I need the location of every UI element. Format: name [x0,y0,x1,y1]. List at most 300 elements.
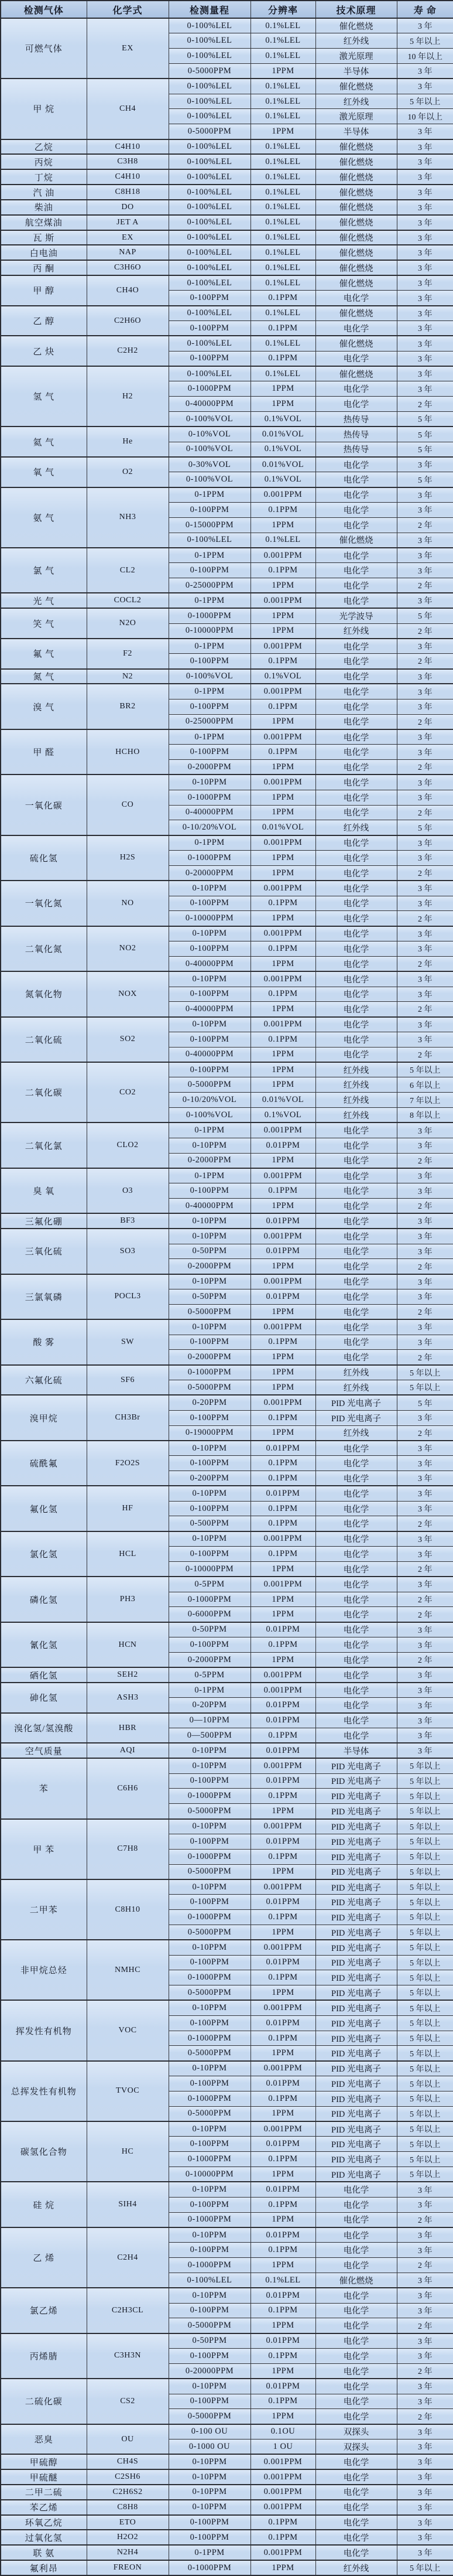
table-row [1,1622,453,1637]
table-row [1,427,453,442]
principle-cell: 红外线 [315,820,397,835]
gas-name-cell: 硒化氢 [1,1667,87,1683]
formula-cell: ASH3 [87,1683,169,1713]
table-row [1,260,453,275]
formula-cell: He [87,427,169,457]
life-cell: 3 年 [397,548,453,563]
table-row [1,729,453,745]
formula-cell: F2O2S [87,1441,169,1486]
resolution-cell: 1PPM [250,1607,315,1622]
table-row [1,2515,453,2530]
life-cell: 5 年以上 [397,1970,453,1985]
principle-cell: 催化燃烧 [315,139,397,155]
principle-cell: PID 光电离子 [315,1773,397,1789]
life-cell: 5 年 [397,1395,453,1410]
resolution-cell: 0.01PPM [250,1713,315,1728]
range-cell: 0-10PPM [169,2061,250,2076]
formula-cell: CH4O [87,275,169,306]
gas-name-cell: 氟化氢 [1,1486,87,1531]
principle-cell: 电化学 [315,1213,397,1229]
table-row [1,2545,453,2560]
principle-cell: 双探头 [315,2424,397,2439]
table-row [1,639,453,654]
table-row [1,457,453,472]
life-cell: 5 年以上 [397,1758,453,1773]
principle-cell: 电化学 [315,729,397,745]
life-cell: 3 年 [397,639,453,654]
principle-cell: 电化学 [315,2530,397,2545]
range-cell: 0-100%LEL [169,139,250,155]
resolution-cell: 1PPM [250,1365,315,1380]
principle-cell: 电化学 [315,2288,397,2303]
gas-name-cell: 二氧化碳 [1,1062,87,1122]
principle-cell: 电化学 [315,2318,397,2333]
range-cell: 0-100PPM [169,2197,250,2212]
principle-cell: PID 光电离子 [315,2121,397,2137]
range-cell: 0-10PPM [169,926,250,941]
formula-cell: C2SH6 [87,2469,169,2485]
formula-cell: NO [87,881,169,926]
gas-name-cell: 乙 炔 [1,336,87,366]
life-cell: 5 年以上 [397,2121,453,2137]
life-cell: 3 年 [397,215,453,230]
principle-cell: 电化学 [315,639,397,654]
life-cell: 3 年 [397,1213,453,1229]
range-cell: 0-10PPM [169,1819,250,1834]
table-row [1,336,453,351]
resolution-cell: 1PPM [250,608,315,623]
life-cell: 3 年 [397,896,453,911]
principle-cell: 电化学 [315,1547,397,1562]
life-cell: 3 年 [397,563,453,578]
resolution-cell: 0.001PPM [250,1577,315,1592]
range-cell: 0-20PPM [169,1395,250,1410]
resolution-cell: 0.001PPM [250,639,315,654]
resolution-cell: 0.01PPM [250,2227,315,2243]
header-gas: 检测气体 [1,1,87,18]
table-row [1,1062,453,1077]
resolution-cell: 0.1PPM [250,1970,315,1985]
resolution-cell: 0.001PPM [250,1395,315,1410]
life-cell: 5 年以上 [397,1834,453,1849]
life-cell: 3 年 [397,1471,453,1486]
life-cell: 3 年 [397,1637,453,1653]
formula-cell: CH3Br [87,1395,169,1440]
range-cell: 0-40000PPM [169,956,250,971]
life-cell: 3 年 [397,835,453,851]
gas-name-cell: 氯 气 [1,548,87,593]
principle-cell: 电化学 [315,654,397,669]
gas-name-cell: 溴甲烷 [1,1395,87,1440]
range-cell: 0-100PPM [169,745,250,760]
gas-name-cell: 二氧化氮 [1,926,87,971]
principle-cell: 电化学 [315,1561,397,1577]
range-cell: 0-10PPM [169,881,250,896]
life-cell: 2 年 [397,760,453,775]
principle-cell: 电化学 [315,593,397,608]
table-row [1,1531,453,1547]
formula-cell: CO2 [87,1062,169,1122]
life-cell: 3 年 [397,381,453,397]
life-cell: 3 年 [397,2545,453,2560]
principle-cell: 电化学 [315,896,397,911]
formula-cell: EX [87,230,169,245]
table-row [1,1486,453,1501]
gas-name-cell: 碳氢化合物 [1,2121,87,2182]
life-cell: 3 年 [397,1728,453,1744]
resolution-cell: 1PPM [250,517,315,533]
principle-cell: 电化学 [315,2363,397,2379]
table-row [1,245,453,260]
life-cell: 5 年以上 [397,1380,453,1396]
resolution-cell: 0.001PPM [250,1758,315,1773]
life-cell: 2 年 [397,1516,453,1531]
life-cell: 2 年 [397,865,453,881]
range-cell: 0-100PPM [169,896,250,911]
resolution-cell: 1PPM [250,2363,315,2379]
life-cell: 5 年以上 [397,1955,453,1970]
life-cell: 3 年 [397,154,453,169]
range-cell: 0-10PPM [169,2121,250,2137]
gas-name-cell: 丙烷 [1,154,87,169]
range-cell: 0-100%LEL [169,275,250,291]
life-cell: 3 年 [397,63,453,79]
life-cell: 2 年 [397,911,453,926]
gas-name-cell: 硫化氢 [1,835,87,881]
principle-cell: 电化学 [315,1683,397,1698]
resolution-cell: 0.01PPM [250,2076,315,2091]
principle-cell: 激光原理 [315,109,397,124]
principle-cell: 电化学 [315,1637,397,1653]
range-cell: 0-5000PPM [169,1380,250,1396]
life-cell: 3 年 [397,2530,453,2545]
gas-name-cell: 甲 苯 [1,1819,87,1879]
principle-cell: 电化学 [315,1319,397,1335]
life-cell: 3 年 [397,185,453,200]
principle-cell: 电化学 [315,2379,397,2394]
formula-cell: C4H10 [87,139,169,155]
gas-name-cell: 二甲二硫 [1,2485,87,2500]
principle-cell: 电化学 [315,487,397,503]
table-row [1,139,453,155]
range-cell: 0-100%LEL [169,185,250,200]
life-cell: 3 年 [397,321,453,336]
range-cell: 0-100%LEL [169,18,250,33]
formula-cell: CS2 [87,2379,169,2424]
range-cell: 0-1000PPM [169,2091,250,2106]
header-formula: 化学式 [87,1,169,18]
gas-name-cell: 航空煤油 [1,215,87,230]
range-cell: 0-100%LEL [169,245,250,260]
formula-cell: C7H8 [87,1819,169,1879]
gas-name-cell: 环氧乙烷 [1,2515,87,2530]
range-cell: 0-40000PPM [169,397,250,412]
resolution-cell: 1PPM [250,1804,315,1819]
principle-cell: 催化燃烧 [315,230,397,245]
table-row [1,1577,453,1592]
resolution-cell: 0.001PPM [250,881,315,896]
range-cell: 0-1PPM [169,548,250,563]
range-cell: 0-500PPM [169,1516,250,1531]
range-cell: 0-100PPM [169,1335,250,1350]
principle-cell: 电化学 [315,1516,397,1531]
life-cell: 2 年 [397,805,453,820]
table-row [1,2061,453,2076]
principle-cell: 电化学 [315,987,397,1002]
gas-name-cell: 氯乙烯 [1,2288,87,2333]
table-header [1,1,453,18]
principle-cell: 电化学 [315,881,397,896]
gas-name-cell: 三氯氧磷 [1,1274,87,1319]
table-row [1,230,453,245]
resolution-cell: 0.001PPM [250,1168,315,1183]
principle-cell: 电化学 [315,1017,397,1032]
resolution-cell: 1PPM [250,1592,315,1607]
principle-cell: PID 光电离子 [315,2137,397,2152]
resolution-cell: 1PPM [250,1062,315,1077]
life-cell: 2 年 [397,1561,453,1577]
principle-cell: 电化学 [315,941,397,957]
principle-cell: 电化学 [315,548,397,563]
principle-cell: 电化学 [315,1002,397,1017]
gas-name-cell: 硅 烷 [1,2182,87,2227]
principle-cell: 电化学 [315,1531,397,1547]
resolution-cell: 0.1%LEL [250,533,315,548]
principle-cell: 催化燃烧 [315,169,397,185]
resolution-cell: 0.1PPM [250,941,315,957]
life-cell: 3 年 [397,230,453,245]
gas-name-cell: 二甲苯 [1,1879,87,1940]
table-row [1,1229,453,1244]
range-cell: 0-10000PPM [169,911,250,926]
range-cell: 0-10PPM [169,1531,250,1547]
gas-name-cell: 苯乙烯 [1,2500,87,2515]
principle-cell: 电化学 [315,2182,397,2197]
gas-name-cell: 六氟化硫 [1,1365,87,1396]
gas-name-cell: 三氧化硫 [1,1229,87,1274]
range-cell: 0-25000PPM [169,578,250,593]
gas-name-cell: 总挥发性有机物 [1,2061,87,2121]
principle-cell: 半导体 [315,1743,397,1758]
principle-cell: 电化学 [315,1168,397,1183]
gas-name-cell: 氮 气 [1,669,87,684]
range-cell: 0-100PPM [169,563,250,578]
range-cell: 0-1PPM [169,1122,250,1138]
formula-cell: N2H4 [87,2545,169,2560]
range-cell: 0-100PPM [169,2303,250,2318]
range-cell: 0-10PPM [169,1879,250,1895]
gas-name-cell: 甲硫醇 [1,2454,87,2469]
principle-cell: 电化学 [315,517,397,533]
resolution-cell: 1PPM [250,1925,315,1940]
gas-name-cell: 丙烯腈 [1,2333,87,2379]
principle-cell: 催化燃烧 [315,260,397,275]
resolution-cell: 0.1PPM [250,2197,315,2212]
life-cell: 5 年以上 [397,2152,453,2167]
formula-cell: HF [87,1486,169,1531]
life-cell: 3 年 [397,1667,453,1683]
life-cell: 3 年 [397,593,453,608]
gas-name-cell: 氢 气 [1,366,87,427]
table-row [1,154,453,169]
resolution-cell: 0.001PPM [250,684,315,699]
life-cell: 3 年 [397,2243,453,2258]
resolution-cell: 0.1%LEL [250,139,315,155]
header-principle: 技术原理 [315,1,397,18]
gas-name-cell: 溴化氢/氢溴酸 [1,1713,87,1744]
principle-cell: 电化学 [315,1667,397,1683]
life-cell: 5 年以上 [397,1365,453,1380]
range-cell: 0-1000PPM [169,851,250,866]
range-cell: 0-40000PPM [169,1002,250,1017]
range-cell: 0-2000PPM [169,1652,250,1667]
life-cell: 3 年 [397,1683,453,1698]
resolution-cell: 0.01PPM [250,2015,315,2031]
resolution-cell: 1PPM [250,2106,315,2121]
gas-name-cell: 柴油 [1,200,87,215]
resolution-cell: 0.01%VOL [250,457,315,472]
life-cell: 5 年以上 [397,2167,453,2182]
resolution-cell: 0.01PPM [250,1213,315,1229]
principle-cell: 半导体 [315,63,397,79]
range-cell: 0-100%LEL [169,33,250,49]
resolution-cell: 0.1%VOL [250,412,315,427]
principle-cell: 电化学 [315,1138,397,1153]
range-cell: 0-100PPM [169,2243,250,2258]
table-row [1,2182,453,2197]
table-row [1,2379,453,2394]
life-cell: 2 年 [397,2409,453,2424]
life-cell: 3 年 [397,1289,453,1305]
table-row [1,275,453,291]
principle-cell: 电化学 [315,2197,397,2212]
resolution-cell: 1PPM [250,1350,315,1365]
range-cell: 0-100PPM [169,1955,250,1970]
resolution-cell: 0.1PPM [250,1516,315,1531]
range-cell: 0-10PPM [169,2500,250,2515]
range-cell: 0-5PPM [169,1577,250,1592]
range-cell: 0-1000PPM [169,2560,250,2575]
resolution-cell: 0.001PPM [250,926,315,941]
range-cell: 0-100%LEL [169,230,250,245]
principle-cell: 电化学 [315,1501,397,1516]
formula-cell: C2H4 [87,2227,169,2288]
header-resolution: 分辨率 [250,1,315,18]
range-cell: 0—10PPM [169,1713,250,1728]
resolution-cell: 0.1PPM [250,2530,315,2545]
resolution-cell: 0.1PPM [250,321,315,336]
life-cell: 3 年 [397,503,453,518]
life-cell: 2 年 [397,623,453,639]
table-row [1,684,453,699]
table-row [1,2121,453,2137]
resolution-cell: 0.1PPM [250,2394,315,2409]
range-cell: 0-1PPM [169,1683,250,1698]
range-cell: 0-10000PPM [169,2167,250,2182]
life-cell: 5 年以上 [397,1879,453,1895]
principle-cell: 电化学 [315,2545,397,2560]
principle-cell: 电化学 [315,2485,397,2500]
gas-name-cell: 瓦 斯 [1,230,87,245]
life-cell: 2 年 [397,1425,453,1441]
range-cell: 0-100PPM [169,654,250,669]
range-cell: 0-10PPM [169,2485,250,2500]
resolution-cell: 0.01%VOL [250,820,315,835]
principle-cell: PID 光电离子 [315,2046,397,2061]
range-cell: 0-10PPM [169,2227,250,2243]
formula-cell: DO [87,200,169,215]
principle-cell: PID 光电离子 [315,1864,397,1879]
resolution-cell: 0.1PPM [250,1910,315,1925]
gas-table-body [1,18,453,2575]
resolution-cell: 0.001PPM [250,487,315,503]
principle-cell: PID 光电离子 [315,2091,397,2106]
resolution-cell: 0.001PPM [250,1940,315,1955]
range-cell: 0-5000PPM [169,1925,250,1940]
range-cell: 0-10PPM [169,1229,250,1244]
range-cell: 0-5000PPM [169,124,250,139]
resolution-cell: 1PPM [250,1864,315,1879]
principle-cell: 电化学 [315,1577,397,1592]
range-cell: 0-1000PPM [169,2031,250,2046]
life-cell: 3 年 [397,533,453,548]
range-cell: 0-10PPM [169,971,250,987]
table-row [1,1017,453,1032]
gas-name-cell: 氟 气 [1,639,87,669]
table-row [1,669,453,684]
resolution-cell: 0.01PPM [250,2379,315,2394]
principle-cell: 电化学 [315,563,397,578]
resolution-cell: 0.1PPM [250,2152,315,2167]
range-cell: 0-100%LEL [169,49,250,64]
life-cell: 5 年以上 [397,2091,453,2106]
range-cell: 0-10PPM [169,774,250,790]
resolution-cell: 0.1PPM [250,1547,315,1562]
principle-cell: 红外线 [315,1365,397,1380]
gas-name-cell: 氧 气 [1,457,87,487]
table-row [1,2469,453,2485]
principle-cell: PID 光电离子 [315,2015,397,2031]
life-cell: 3 年 [397,699,453,714]
principle-cell: 电化学 [315,1698,397,1713]
table-row [1,1940,453,1955]
principle-cell: 电化学 [315,2515,397,2530]
resolution-cell: 0.1%LEL [250,260,315,275]
principle-cell: 催化燃烧 [315,185,397,200]
resolution-cell: 0.1%LEL [250,245,315,260]
life-cell: 5 年以上 [397,1804,453,1819]
life-cell: 2 年 [397,517,453,533]
formula-cell: OU [87,2424,169,2455]
range-cell: 0-100PPM [169,1456,250,1471]
life-cell: 2 年 [397,1047,453,1062]
resolution-cell: 0.001PPM [250,2061,315,2076]
resolution-cell: 0.1PPM [250,699,315,714]
gas-name-cell: 乙 烯 [1,2227,87,2288]
life-cell: 3 年 [397,851,453,866]
resolution-cell: 0.001PPM [250,1319,315,1335]
principle-cell: 电化学 [315,956,397,971]
range-cell: 0-10PPM [169,2182,250,2197]
principle-cell: 电化学 [315,1032,397,1047]
life-cell: 3 年 [397,1577,453,1592]
resolution-cell: 0.1%LEL [250,275,315,291]
range-cell: 0-100PPM [169,503,250,518]
gas-name-cell: 氰化氢 [1,1622,87,1667]
life-cell: 3 年 [397,2424,453,2439]
range-cell: 0-100%LEL [169,79,250,94]
life-cell: 3 年 [397,139,453,155]
